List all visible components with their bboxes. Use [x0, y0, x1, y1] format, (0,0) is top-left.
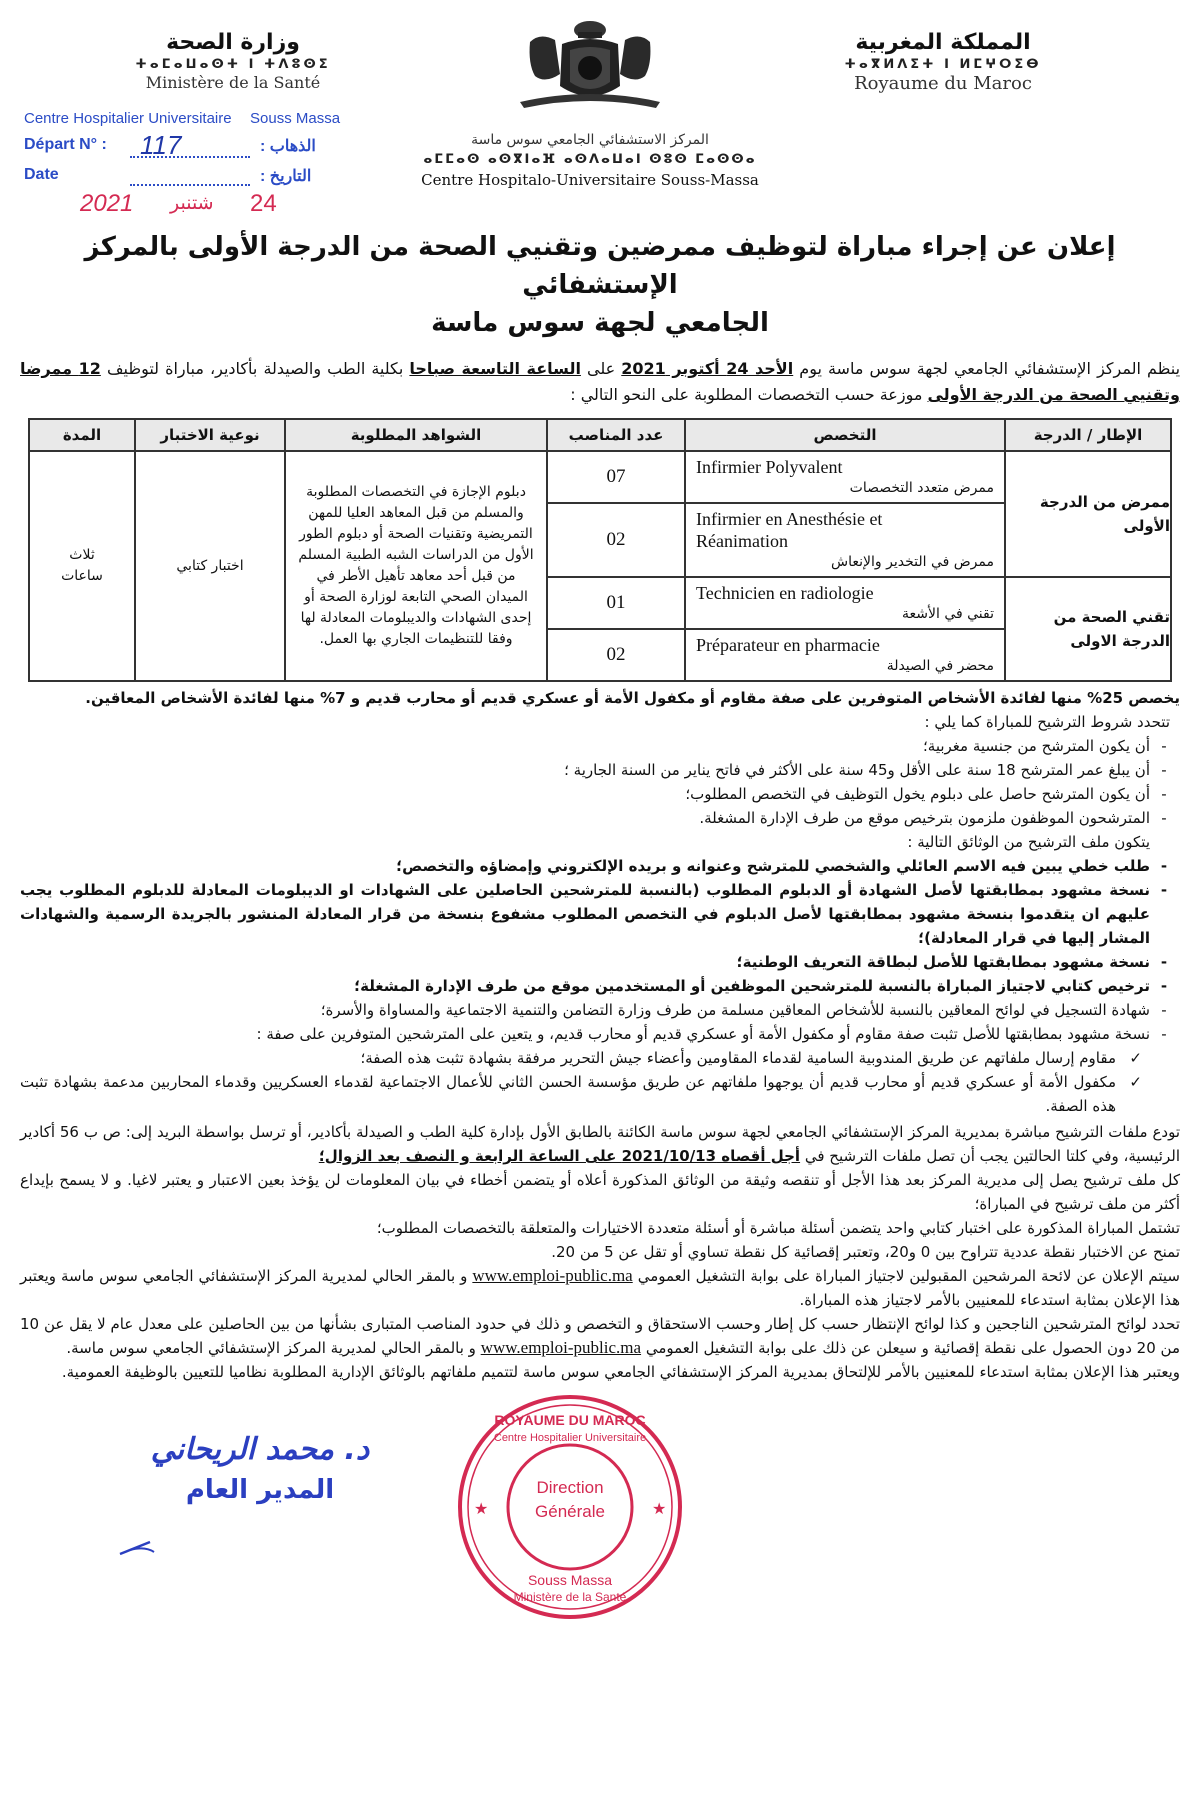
specialty-ar: تقني في الأشعة: [902, 606, 994, 622]
title-line-1: إعلان عن إجراء مباراة لتوظيف ممرضين وتقنيي الصحة من الدرجة الأولى بالمركز الإستشفائي: [84, 232, 1116, 300]
condition-text: أن يبلغ عمر المترشح 18 سنة على الأقل و45 سنة على الأكثر في فاتح يناير من السنة الجارية ؛: [564, 761, 1150, 779]
date-label-fr: Date: [24, 166, 59, 183]
signature-role: المدير العام: [185, 1475, 335, 1505]
header-diplomas: الشواهد المطلوبة: [285, 419, 547, 451]
bullet-dash-icon: -: [1161, 761, 1167, 779]
rule-1: كل ملف ترشيح يصل إلى مديرية المركز بعد هذا الأجل أو تنقصه وثيقة من الوثائق المذكورة أعلاه أو يتضمن أخطاء في بيان المعلومات لن يؤخذ بعين الاعتبار و يعتبر لاغيا. و لا يسمح بإيداع أكثر من ملف ترشيح في المباراة؛: [20, 1171, 1180, 1213]
specialty-cell: [685, 629, 1005, 681]
announce-paragraph: [20, 1264, 1180, 1312]
specialty-cell: [685, 451, 1005, 503]
date-label-ar: التاريخ :: [260, 168, 312, 185]
grade-cell: ممرض من الدرجة الأولى: [1005, 451, 1171, 577]
rule-3: تمنح عن الاختبار نقطة عددية تتراوح بين 0 و20، وتعتبر إقصائية كل نقطة تساوي أو تقل عن 5 من 20.: [551, 1243, 1180, 1261]
depart-label-ar: الذهاب :: [260, 138, 316, 155]
conditions-heading: تتحدد شروط الترشيح للمباراة كما يلي :: [924, 713, 1170, 731]
duration-cell: [29, 451, 135, 681]
emploi-public-link[interactable]: www.emploi-public.ma: [480, 1338, 642, 1357]
condition-item: [20, 782, 1180, 806]
depart-stamp: [20, 110, 350, 222]
table-header-row: [29, 419, 1171, 451]
kingdom-header: [808, 30, 1078, 94]
stamp-line-2: Souss Massa: [250, 110, 341, 127]
document-item: [20, 974, 1180, 998]
document-subitem: [20, 1046, 1180, 1070]
depart-dots: [130, 156, 250, 158]
specialty-fr: Préparateur en pharmacie: [696, 635, 880, 655]
seal-inner-line-1: Direction: [536, 1478, 604, 1497]
header-duration: المدة: [29, 419, 135, 451]
exam-time: الساعة التاسعة صباحا: [409, 359, 581, 378]
official-seal: [450, 1392, 690, 1622]
results-text-b: و بالمقر الحالي لمديرية المركز الإستشفائي الجامعي سوس ماسة.: [66, 1339, 481, 1357]
intro-text-c: بكلية الطب والصيدلة بأكادير، مباراة لتوظيف: [100, 359, 410, 378]
depart-label-fr: Départ N° :: [24, 136, 107, 153]
kingdom-name-tifinagh: ⵜⴰⴳⵍⴷⵉⵜ ⵏ ⵍⵎⵖⵔⵉⴱ: [844, 57, 1042, 72]
subitem-text: مكفول الأمة أو عسكري قديم أو محارب قديم أن يوجهوا ملفاتهم عن طريق مؤسسة الحسن الثاني للأعمال الاجتماعية لقدماء العسكريين وقدماء المحاربين مدعمة بشهادة تثبت هذه الصفة.: [20, 1073, 1116, 1115]
positions-cell: 01: [547, 577, 685, 629]
coat-of-arms: [500, 14, 680, 114]
chu-name-fr: Centre Hospitalo-Universitaire Souss-Massa: [421, 171, 759, 189]
positions-cell: 02: [547, 503, 685, 577]
specialty-fr: Infirmier Polyvalent: [696, 457, 843, 477]
depart-number: 117: [140, 130, 182, 160]
bullet-dash-icon: -: [1161, 785, 1167, 803]
condition-text: المترشحون الموظفون ملزمون بترخيص موقع من طرف الإدارة المشغلة.: [699, 809, 1150, 827]
document-item: [20, 950, 1180, 974]
svg-text:★: ★: [474, 1501, 489, 1518]
table-row: [29, 451, 1171, 503]
positions-cell: 07: [547, 451, 685, 503]
header-grade: الإطار / الدرجة: [1005, 419, 1171, 451]
seal-bottom-line-2: Ministère de la Santé: [513, 1590, 627, 1604]
specialty-cell: [685, 503, 1005, 577]
date-day: 24: [250, 190, 277, 217]
bullet-dash-icon: -: [1160, 977, 1168, 995]
results-paragraph: [20, 1312, 1180, 1360]
specialty-fr: Infirmier en Anesthésie et Réanimation: [696, 509, 883, 551]
exam-date: الأحد 24 أكتوبر 2021: [621, 359, 794, 378]
condition-item: [20, 758, 1180, 782]
document-text: نسخة مشهود بمطابقتها للأصل تثبت صفة مقاوم أو مكفول الأمة أو عسكري قديم أو محارب قديم، و يتعين على المترشحين المتوفرين على صفة :: [256, 1025, 1150, 1043]
chu-name-tifinagh: ⴰⵎⵎⴰⵙ ⴰⵙⴳⵏⴰⴼ ⴰⵙⴷⴰⵡⴰⵏ ⵙⵓⵙ ⵎⴰⵙⵙⴰ: [423, 152, 757, 167]
intro-text-d: موزعة حسب التخصصات المطلوبة على النحو التالي :: [570, 385, 928, 404]
positions-table: [28, 418, 1172, 682]
svg-text:★: ★: [652, 1501, 667, 1518]
positions-cell: 02: [547, 629, 685, 681]
document-subitem: [20, 1070, 1180, 1118]
date-year: 2021: [80, 190, 134, 217]
bullet-dash-icon: -: [1161, 737, 1167, 755]
deposit-paragraph: [20, 1120, 1180, 1168]
header-specialty: التخصص: [685, 419, 1005, 451]
diplomas-cell: دبلوم الإجازة في التخصصات المطلوبة والمسلم من قبل المعاهد العليا للمهن التمريضية وتقنيات الصحة أو دبلوم الطور الأول من الدراسات الشبه الطبية المسلم من قبل أحد معاهد تأهيل الأطر في الميدان الصحي التابعة لوزارة الصحة أو إحدى الشهادات والديبلومات المعادلة لها وفقا للتنظيمات الجاري بها العمل.: [285, 451, 547, 681]
exam-type-cell: اختبار كتابي: [135, 451, 285, 681]
bullet-dash-icon: -: [1160, 953, 1168, 971]
document-body: [20, 228, 1180, 1622]
announcement-title: [20, 228, 1180, 342]
condition-text: أن يكون المترشح حاصل على دبلوم يخول التوظيف في التخصص المطلوب؛: [685, 785, 1150, 803]
emploi-public-link[interactable]: www.emploi-public.ma: [472, 1266, 633, 1285]
final-paragraph: ويعتبر هذا الإعلان بمثابة استدعاء للمعنيين بالأمر للإلتحاق بمديرية المركز الإستشفائي الجامعي سوس ماسة لتتميم ملفاتهم بالوثائق الإدارية المطلوبة نظاميا للتعيين بالوظيفة العمومية.: [61, 1363, 1180, 1381]
condition-item: [20, 806, 1180, 830]
specialty-ar: ممرض متعدد التخصصات: [849, 480, 994, 496]
document-text: شهادة التسجيل في لوائح المعاقين بالنسبة للأشخاص المعاقين مسلمة من طرف وزارة التضامن والتنمية الاجتماعية والمساواة والأسرة؛: [320, 1001, 1150, 1019]
kingdom-name-fr: Royaume du Maroc: [854, 73, 1032, 94]
bullet-dash-icon: -: [1161, 1001, 1167, 1019]
coat-of-arms-icon: [500, 14, 680, 114]
intro-text-a: ينظم المركز الإستشفائي الجامعي لجهة سوس ماسة يوم: [793, 359, 1181, 378]
specialty-ar: ممرض في التخدير والإنعاش: [831, 554, 994, 570]
quota-text: يخصص 25% منها لفائدة الأشخاص المتوفرين على صفة مقاوم أو مكفول الأمة أو عسكري قديم أو محارب قديم و 7% منها لفائدة الأشخاص المعاقين.: [85, 689, 1180, 707]
footer: [20, 1392, 1180, 1622]
document-item: [20, 878, 1180, 950]
announce-text-b: و بالمقر الحالي لمديرية المركز الإستشفائي الجامعي سوس ماسة ويعتبر هذا الإعلان بمثابة استدعاء للمعنيين بالأمر لاجتياز هذه المباراة.: [20, 1267, 1180, 1309]
bullet-dash-icon: -: [1160, 881, 1168, 899]
ministry-name-ar: وزارة الصحة: [166, 30, 300, 55]
document-text: ترخيص كتابي لاجتياز المباراة بالنسبة للمترشحين الموظفين أو المستخدمين موقع من طرف الإدارة المشغلة؛: [354, 977, 1150, 995]
document-item: [20, 1022, 1180, 1046]
document-text: طلب خطي يبين فيه الاسم العائلي والشخصي للمترشح وعنوانه و بريده الإلكتروني وإمضاؤه والتخصص؛: [396, 857, 1150, 875]
header-exam-type: نوعية الاختبار: [135, 419, 285, 451]
body-text: [20, 686, 1180, 1384]
announce-text-a: سيتم الإعلان عن لائحة المرشحين المقبولين لاجتياز المباراة على بوابة التشغيل العمومي: [632, 1267, 1180, 1285]
seal-outer-top: ROYAUME DU MAROC: [494, 1412, 646, 1428]
document-text: نسخة مشهود بمطابقتها للأصل لبطاقة التعريف الوطنية؛: [736, 953, 1150, 971]
ministry-name-tifinagh: ⵜⴰⵎⴰⵡⴰⵙⵜ ⵏ ⵜⴷⵓⵙⵉ: [135, 57, 331, 72]
ministry-header: [108, 30, 358, 92]
document-item: [20, 854, 1180, 878]
intro-text-b: على: [580, 359, 622, 378]
specialty-ar: محضر في الصيدلة: [886, 658, 994, 674]
chu-name-ar: المركز الاستشفائي الجامعي سوس ماسة: [471, 132, 709, 148]
bullet-dash-icon: -: [1160, 857, 1168, 875]
signature-name: د. محمد الريحاني: [150, 1432, 370, 1467]
kingdom-name-ar: المملكة المغربية: [855, 30, 1031, 55]
subitem-text: مقاوم إرسال ملفاتهم عن طريق المندوبية السامية لقدماء المقاومين وأعضاء جيش التحرير مرفقة بشهادة تثبت هذه الصفة؛: [360, 1049, 1116, 1067]
condition-item: [20, 734, 1180, 758]
condition-text: أن يكون المترشح من جنسية مغربية؛: [923, 737, 1150, 755]
signature-block: [110, 1432, 410, 1505]
grade-cell: تقني الصحة من الدرجة الاولى: [1005, 577, 1171, 681]
bullet-dash-icon: -: [1161, 809, 1167, 827]
positions-count: 12 ممرضا وتقنيي الصحة من الدرجة الأولى: [20, 359, 1180, 404]
specialty-fr: Technicien en radiologie: [696, 583, 874, 603]
checkmark-icon: ✓: [1129, 1073, 1142, 1091]
checkmark-icon: ✓: [1129, 1049, 1142, 1067]
header-positions: عدد المناصب: [547, 419, 685, 451]
seal-bottom-line-1: Souss Massa: [527, 1572, 613, 1588]
duration-line-1: ثلاث: [69, 547, 95, 563]
document-item: [20, 998, 1180, 1022]
stamp-line-1: Centre Hospitalier Universitaire: [24, 110, 232, 127]
results-text-a: تحدد لوائح المترشحين الناجحين و كذا لوائح الإنتظار حسب كل إطار وحسب الاستحقاق و التخصص و ذلك في حدود المناصب المتبارى بشأنها من بين الحاصلين على معدل عام لا يقل عن 10 من 20 دون الحصول على نقطة إقصائية و سيعلن عن ذلك على بوابة التشغيل العمومي: [20, 1315, 1180, 1357]
document-text: نسخة مشهود بمطابقتها لأصل الشهادة أو الدبلوم المطلوب (بالنسبة للمترشحين الحاصلين على الشهادات او الديبلومات المعادلة للدبلوم المطلوب يجب عليهم ان يتقدموا بنسخة مشهود بمطابقتها لأصل الدبلوم في التخصص المطلوب مشفوع بنسخة من قرار المعادلة المنشور بالجريدة الرسمية والشهادات المشار إليها في قرار المعادلة)؛: [20, 881, 1150, 947]
deposit-deadline: أجل أقصاه 2021/10/13 على الساعة الرابعة و النصف بعد الزوال؛: [318, 1147, 801, 1165]
seal-outer-ring: Centre Hospitalier Universitaire: [493, 1432, 647, 1444]
chu-header: [380, 132, 800, 189]
intro-paragraph: [20, 356, 1180, 408]
rule-2: تشتمل المباراة المذكورة على اختبار كتابي واحد يتضمن أسئلة مباشرة أو أسئلة متعددة الاختيارات والمتعلقة بالتخصصات المطلوب؛: [376, 1219, 1180, 1237]
deposit-text: تودع ملفات الترشيح مباشرة بمديرية المركز الإستشفائي الجامعي لجهة سوس ماسة الكائنة بالطابق الأول بإدارة كلية الطب و الصيدلة بأكادير، أو ترسل بواسطة البريد إلى: ص ب 56 أكادير الرئيسية، وفي كلتا الحالتين يجب أن تصل ملفات الترشيح في: [20, 1123, 1180, 1165]
title-line-2: الجامعي لجهة سوس ماسة: [431, 308, 769, 338]
duration-line-2: ساعات: [61, 568, 103, 584]
documents-heading: يتكون ملف الترشيح من الوثائق التالية :: [907, 833, 1150, 851]
specialty-cell: [685, 577, 1005, 629]
date-dots: [130, 184, 250, 186]
date-month: شتنبر: [170, 193, 214, 214]
ministry-name-fr: Ministère de la Santé: [145, 73, 321, 92]
bullet-dash-icon: -: [1161, 1025, 1167, 1043]
seal-inner-line-2: Générale: [535, 1502, 605, 1521]
